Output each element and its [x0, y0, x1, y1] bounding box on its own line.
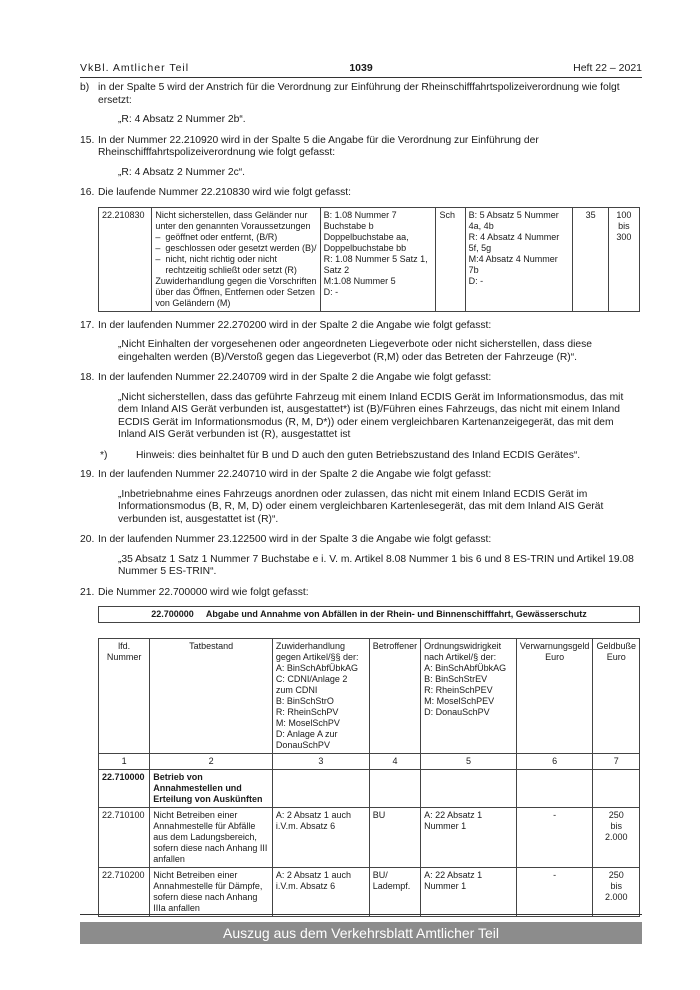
section-nr: 22.710000	[99, 770, 150, 808]
geld-max: 300	[616, 231, 632, 242]
table-title	[99, 607, 640, 623]
item-21	[80, 587, 642, 600]
section-title: Betrieb von Annahmestellen und Erteilung von Auskünften	[150, 770, 273, 808]
footer-rule	[80, 914, 642, 915]
table-title-text: Abgabe und Annahme von Abfällen in der Rhein- und Binnenschifffahrt, Gewässerschutz	[205, 609, 587, 619]
geld-min: 250	[608, 870, 624, 880]
colnum-3: 3	[272, 754, 369, 770]
row-zuwider: A: 2 Absatz 1 auch i.V.m. Absatz 6	[272, 868, 369, 917]
owi-d: D: DonauSchPV	[424, 707, 490, 717]
journal-title: VkBl. Amtlicher Teil	[80, 62, 190, 74]
item-text: In der Nummer 22.210920 wird in der Spalte 5 die Angabe für die Verordnung zur Einführung der Rheinschifffahrtspolizeiverordnung wie folgt gefasst:	[98, 134, 539, 158]
geld-unit: Euro	[606, 652, 626, 662]
cell-geldbusse	[608, 207, 639, 311]
colnum-7: 7	[593, 754, 640, 770]
header-lfd-nummer: lfd. Nummer	[99, 639, 150, 754]
colnum-2: 2	[150, 754, 273, 770]
owi-intro: Ordnungswidrigkeit nach Artikel/§ der:	[424, 641, 502, 662]
tatbestand-dash-1: – geöffnet oder entfernt, (B/R)	[155, 232, 316, 243]
page-header	[80, 62, 642, 76]
item-17	[80, 320, 642, 333]
zuwider-r: R: RheinSchPV	[275, 707, 339, 717]
header-betroffener: Betroffener	[369, 639, 420, 754]
item-quote: „R: 4 Absatz 2 Nummer 2c“.	[118, 166, 246, 178]
owi-b: B: 5 Absatz 5 Nummer 4a, 4b	[468, 209, 559, 231]
geld-min: 250	[608, 810, 624, 820]
tatbestand-outro: Zuwiderhandlung gegen die Vorschriften über das Öffnen, Entfernen oder Setzen von Geländern (M)	[155, 275, 317, 308]
zuwider-c: C: CDNI/Anlage 2 zum CDNI	[275, 674, 348, 695]
table-22-210830	[98, 207, 640, 312]
colnum-1: 1	[99, 754, 150, 770]
item-b	[80, 82, 642, 107]
zuwider-d: D: -	[323, 286, 339, 297]
item-text: Die laufende Nummer 22.210830 wird wie folgt gefasst:	[98, 187, 351, 198]
row-nr: 22.710100	[99, 808, 150, 868]
item-quote: „Inbetriebnahme eines Fahrzeugs anordnen oder zulassen, das nicht mit einem Inland ECDIS Gerät im Informationsmodus (B, R, M, D) oder einem vergleichbaren Kartenlesegerät, das mit dem Inland AIS Gerät verbunden ist, ausgestattet ist (R)“.	[118, 488, 604, 525]
item-text: Die Nummer 22.700000 wird wie folgt gefasst:	[98, 586, 309, 598]
row-betroffen: BU/ Ladempf.	[369, 868, 420, 917]
zuwider-b: B: 1.08 Nummer 7 Buchstabe b Doppelbuchstabe aa, Doppelbuchstabe bb	[323, 209, 409, 253]
geld-bis: bis	[610, 821, 622, 831]
header-geldbusse	[593, 639, 640, 754]
header-verwarnungsgeld	[516, 639, 593, 754]
table-title-row	[99, 607, 640, 623]
row-zuwider: A: 2 Absatz 1 auch i.V.m. Absatz 6	[272, 808, 369, 868]
cell-ordnungswidrigkeit	[465, 207, 573, 311]
item-quote: „R: 4 Absatz 2 Nummer 2b“.	[118, 114, 246, 125]
item-text: In der laufenden Nummer 23.122500 wird in der Spalte 3 die Angabe wie folgt gefasst:	[98, 534, 492, 545]
colnum-4: 4	[369, 754, 420, 770]
verwarn-label: Verwarnungsgeld	[519, 641, 590, 651]
item-label: b)	[80, 82, 90, 93]
zuwider-m: M:1.08 Nummer 5	[323, 275, 396, 286]
zuwider-m: M: MoselSchPV	[275, 718, 340, 728]
item-15	[80, 135, 642, 160]
table-22-700000	[98, 606, 640, 917]
row-verwarn: -	[516, 808, 593, 868]
page-body	[80, 82, 642, 917]
header-tatbestand: Tatbestand	[150, 639, 273, 754]
item-number: 17.	[80, 319, 95, 331]
cell-verwarnungsgeld: 35	[573, 207, 608, 311]
header-ordnungswidrigkeit	[421, 639, 517, 754]
owi-a: A: BinSchAbfÜbkAG	[424, 663, 507, 673]
table-header-row	[99, 639, 640, 754]
row-tatbestand: Nicht Betreiben einer Annahmestelle für Dämpfe, sofern diese nach Anhang IIIa anfallen	[150, 868, 273, 917]
geld-bis: bis	[610, 881, 622, 891]
cell-nr: 22.210830	[99, 207, 152, 311]
page-number: 1039	[349, 62, 373, 74]
owi-m: M:4 Absatz 4 Nummer 7b	[468, 253, 558, 275]
owi-r: R: RheinSchPEV	[424, 685, 493, 695]
owi-m: M: MoselSchPEV	[424, 696, 495, 706]
table-row	[99, 207, 640, 311]
zuwider-d: D: Anlage A zur DonauSchPV	[275, 729, 338, 750]
geld-max: 2.000	[604, 892, 628, 902]
cell-betroffen: Sch	[436, 207, 465, 311]
geld-min: 100	[616, 209, 632, 220]
verwarn-unit: Euro	[545, 652, 565, 662]
cell-zuwiderhandlung	[320, 207, 436, 311]
zuwider-a: A: BinSchAbfÜbkAG	[275, 663, 358, 673]
item-text: In der laufenden Nummer 22.240710 wird in der Spalte 2 die Angabe wie folgt gefasst:	[98, 469, 492, 480]
page-footer: Auszug aus dem Verkehrsblatt Amtlicher Teil	[80, 922, 642, 944]
item-number: 18.	[80, 372, 95, 383]
item-number: 21.	[80, 586, 95, 598]
table-title-number: 22.700000	[151, 609, 194, 619]
row-geldbusse	[593, 868, 640, 917]
issue-label: Heft 22 – 2021	[573, 62, 642, 74]
item-quote: „Nicht sicherstellen, dass das geführte Fahrzeug mit einem Inland ECDIS Gerät im Informationsmodus, das mit dem Inland AIS Gerät verbunden ist, ausgestattet*) ist (B)/Führen eines Fahrzeugs, das nicht mit einem Inland ECDIS Gerät im Informationsmodus (R, M, D*)) oder einem vergleichbaren Kartenanzeigegerät, das mit dem Inland AIS Gerät verbunden ist (R), ausgestattet ist	[118, 391, 624, 440]
item-19	[80, 469, 642, 482]
footnote	[80, 450, 642, 463]
item-text: in der Spalte 5 wird der Anstrich für die Verordnung zur Einführung der Rheinschifffahrtspolizeiverordnung wie folgt ersetzt:	[98, 82, 620, 106]
geld-max: 2.000	[604, 832, 628, 842]
geld-bis: bis	[618, 220, 630, 231]
row-nr: 22.710200	[99, 868, 150, 917]
cell-tatbestand	[152, 207, 320, 311]
header-rule	[80, 77, 642, 78]
geld-label: Geldbuße	[596, 641, 636, 651]
row-tatbestand: Nicht Betreiben einer Annahmestelle für Abfälle aus dem Ladungsbereich, sofern diese nach Anhang III anfallen	[150, 808, 273, 868]
row-betroffen: BU	[369, 808, 420, 868]
colnum-6: 6	[516, 754, 593, 770]
item-20	[80, 534, 642, 547]
table-row	[99, 868, 640, 917]
owi-b: B: BinSchStrEV	[424, 674, 488, 684]
item-number: 19.	[80, 469, 95, 480]
item-number: 20.	[80, 534, 95, 545]
table-row	[99, 808, 640, 868]
row-geldbusse	[593, 808, 640, 868]
zuwider-b: B: BinSchStrO	[275, 696, 334, 706]
item-number: 16.	[80, 187, 95, 198]
tatbestand-intro: Nicht sicherstellen, dass Geländer nur unter den genannten Voraussetzungen	[155, 209, 311, 231]
item-quote: „35 Absatz 1 Satz 1 Nummer 7 Buchstabe e i. V. m. Artikel 8.08 Nummer 1 bis 6 und 8 ES-TRIN und Artikel 19.08 Nummer 5 ES-TRIN“.	[118, 553, 634, 577]
item-18	[80, 372, 642, 385]
tatbestand-dash-3: – nicht, nicht richtig oder nicht rechtzeitig schließt oder setzt (R)	[155, 254, 316, 276]
section-row	[99, 770, 640, 808]
item-quote: „Nicht Einhalten der vorgesehenen oder angeordneten Liegeverbote oder nicht sicherstellen, dass diese eingehalten werden (B)/Verstoß gegen das Liegeverbot (R,M) oder das Betreten der Fahrzeuge (R)“.	[118, 339, 592, 363]
footnote-mark: *)	[100, 449, 108, 461]
owi-d: D: -	[468, 275, 484, 286]
zuwider-intro: Zuwiderhandlung gegen Artikel/§§ der:	[275, 641, 359, 662]
row-verwarn: -	[516, 868, 593, 917]
colnum-5: 5	[421, 754, 517, 770]
header-zuwiderhandlung	[272, 639, 369, 754]
item-number: 15.	[80, 134, 95, 146]
zuwider-r: R: 1.08 Nummer 5 Satz 1, Satz 2	[323, 253, 428, 275]
row-owi: A: 22 Absatz 1 Nummer 1	[421, 868, 517, 917]
item-text: In der laufenden Nummer 22.240709 wird in der Spalte 2 die Angabe wie folgt gefasst:	[98, 372, 492, 383]
footnote-text: Hinweis: dies beinhaltet für B und D auch den guten Betriebszustand des Inland ECDIS Gerätes“.	[136, 449, 581, 461]
column-number-row	[99, 754, 640, 770]
item-text: In der laufenden Nummer 22.270200 wird in der Spalte 2 die Angabe wie folgt gefasst:	[98, 319, 492, 331]
row-owi: A: 22 Absatz 1 Nummer 1	[421, 808, 517, 868]
item-16	[80, 187, 642, 200]
spacer-row	[99, 623, 640, 639]
tatbestand-dash-2: – geschlossen oder gesetzt werden (B)/	[155, 243, 316, 254]
owi-r: R: 4 Absatz 4 Nummer 5f, 5g	[468, 231, 560, 253]
